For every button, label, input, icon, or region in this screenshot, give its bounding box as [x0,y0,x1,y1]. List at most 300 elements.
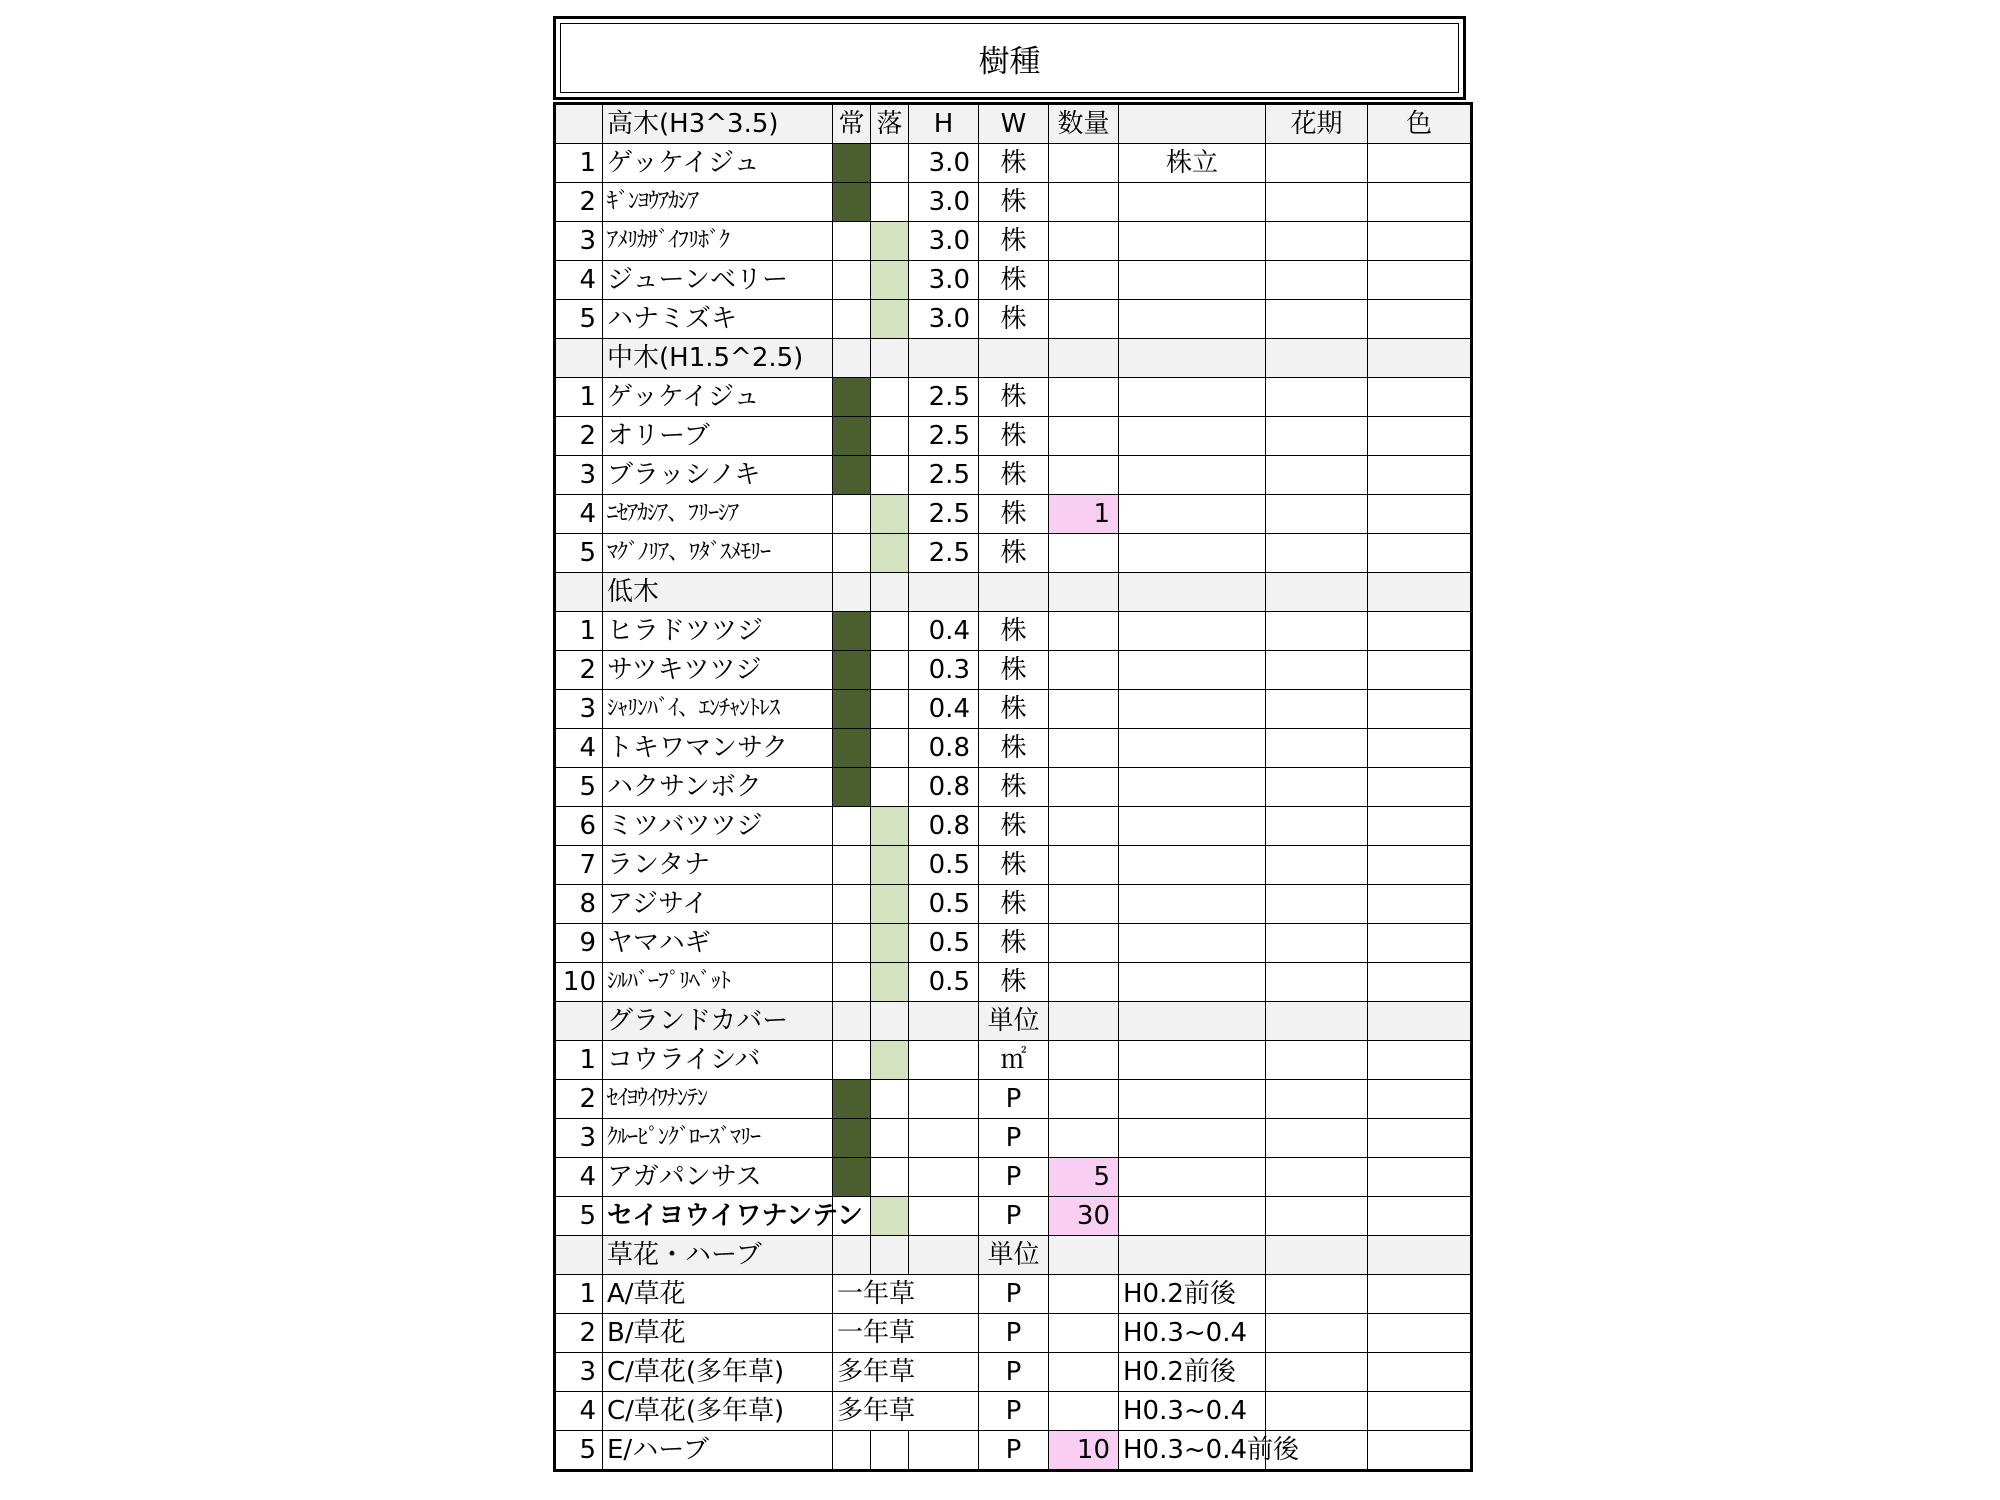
row-quantity [1049,300,1119,339]
row-color [1368,1353,1472,1392]
row-no: 5 [555,1197,603,1236]
row-color [1368,768,1472,807]
row-deciduous-marker [871,1041,909,1080]
row-height: 0.5 [909,963,979,1002]
row-name: B/草花 [603,1314,833,1353]
section-evergreen [833,1002,871,1041]
row-unit: P [979,1275,1049,1314]
section-unit: 単位 [979,1002,1049,1041]
row-evergreen-marker [833,417,871,456]
table-row [555,300,1472,339]
row-height: 2.5 [909,456,979,495]
row-height: 0.8 [909,768,979,807]
table-row [555,417,1472,456]
row-color [1368,183,1472,222]
table-row [555,807,1472,846]
row-deciduous-marker [871,378,909,417]
row-no: 1 [555,1041,603,1080]
section-deciduous [871,1236,909,1275]
row-evergreen-marker [833,1158,871,1197]
section-unit [979,339,1049,378]
row-quantity [1049,651,1119,690]
row-name: ｸﾙｰﾋﾟﾝｸﾞﾛｰｽﾞﾏﾘｰ [603,1119,833,1158]
row-bloom [1266,924,1368,963]
section-height [909,573,979,612]
row-unit: ㎡ [979,1041,1049,1080]
row-name: アガパンサス [603,1158,833,1197]
row-bloom [1266,261,1368,300]
section-no [555,573,603,612]
row-color [1368,690,1472,729]
section-name: 低木 [603,573,833,612]
table-row [555,885,1472,924]
row-evergreen-marker [833,183,871,222]
table-row [555,183,1472,222]
row-bloom [1266,417,1368,456]
row-bloom [1266,963,1368,1002]
row-note [1119,1197,1266,1236]
row-bloom [1266,144,1368,183]
row-no: 2 [555,417,603,456]
section-unit: 単位 [979,1236,1049,1275]
row-no: 5 [555,1431,603,1471]
row-quantity [1049,924,1119,963]
row-color [1368,1275,1472,1314]
row-no: 8 [555,885,603,924]
row-deciduous-marker [871,651,909,690]
row-evergreen-marker [833,144,871,183]
row-evergreen-marker [833,1041,871,1080]
row-bloom [1266,1314,1368,1353]
header-name: 高木(H3^3.5) [603,104,833,144]
row-unit: 株 [979,690,1049,729]
row-deciduous-marker [871,612,909,651]
row-color [1368,1431,1472,1471]
row-name: ハクサンボク [603,768,833,807]
row-no: 1 [555,612,603,651]
table-row [555,1275,1472,1314]
row-color [1368,378,1472,417]
row-note [1119,690,1266,729]
species-table [553,102,1473,1472]
row-quantity [1049,885,1119,924]
section-quantity [1049,1002,1119,1041]
row-unit: P [979,1431,1049,1471]
row-name: アジサイ [603,885,833,924]
row-no: 2 [555,1080,603,1119]
row-evergreen-marker [833,1431,871,1471]
row-color [1368,1119,1472,1158]
row-bloom [1266,378,1368,417]
row-quantity [1049,1314,1119,1353]
row-bloom [1266,807,1368,846]
row-deciduous-marker [871,768,909,807]
row-deciduous-marker [871,534,909,573]
row-height: 2.5 [909,417,979,456]
row-deciduous-marker [871,1119,909,1158]
header-quantity: 数量 [1049,104,1119,144]
row-name: ｾｲﾖｳｲﾜﾅﾝﾃﾝ [603,1080,833,1119]
row-evergreen-marker [833,222,871,261]
row-bloom [1266,534,1368,573]
row-no: 3 [555,456,603,495]
row-note [1119,456,1266,495]
row-evergreen-marker [833,807,871,846]
row-no: 3 [555,690,603,729]
row-unit: 株 [979,495,1049,534]
row-height: 0.3 [909,651,979,690]
row-quantity [1049,183,1119,222]
row-height: 0.4 [909,690,979,729]
row-color [1368,1080,1472,1119]
row-quantity [1049,261,1119,300]
row-note [1119,963,1266,1002]
row-kind: 多年草 [833,1392,979,1431]
row-bloom [1266,456,1368,495]
row-note [1119,885,1266,924]
row-evergreen-marker [833,1119,871,1158]
row-no: 4 [555,495,603,534]
row-no: 4 [555,1158,603,1197]
table-row [555,690,1472,729]
table-row [555,1431,1472,1471]
section-row [555,1236,1472,1275]
row-deciduous-marker [871,417,909,456]
row-deciduous-marker [871,807,909,846]
row-name: ｱﾒﾘｶｻﾞｲﾌﾘﾎﾞｸ [603,222,833,261]
row-unit: 株 [979,222,1049,261]
header-height: H [909,104,979,144]
table-row [555,1041,1472,1080]
row-deciduous-marker [871,729,909,768]
table-row [555,144,1472,183]
row-unit: 株 [979,183,1049,222]
row-quantity [1049,1392,1119,1431]
row-color [1368,924,1472,963]
row-unit: 株 [979,456,1049,495]
section-color [1368,1236,1472,1275]
row-note [1119,1119,1266,1158]
section-name: 草花・ハーブ [603,1236,833,1275]
row-evergreen-marker [833,924,871,963]
row-color [1368,1392,1472,1431]
row-name: ﾏｸﾞﾉﾘｱ、ﾜﾀﾞｽﾒﾓﾘｰ [603,534,833,573]
row-deciduous-marker [871,300,909,339]
row-color [1368,612,1472,651]
table-row [555,495,1472,534]
row-color [1368,1041,1472,1080]
row-evergreen-marker [833,651,871,690]
table-row [555,261,1472,300]
row-color [1368,300,1472,339]
row-name: ハナミズキ [603,300,833,339]
row-no: 3 [555,1119,603,1158]
row-height: 0.5 [909,924,979,963]
row-name: ｼｬﾘﾝﾊﾞｲ、ｴﾝﾁｬﾝﾄﾚｽ [603,690,833,729]
row-quantity [1049,1275,1119,1314]
row-unit: 株 [979,417,1049,456]
row-name: ゲッケイジュ [603,378,833,417]
table-row [555,651,1472,690]
row-bloom [1266,495,1368,534]
row-height [909,1158,979,1197]
row-quantity [1049,768,1119,807]
section-note [1119,339,1266,378]
row-height: 2.5 [909,495,979,534]
row-note [1119,222,1266,261]
row-deciduous-marker [871,144,909,183]
row-bloom [1266,1119,1368,1158]
row-unit: P [979,1392,1049,1431]
row-no: 4 [555,729,603,768]
row-height [909,1041,979,1080]
row-name: ランタナ [603,846,833,885]
section-quantity [1049,573,1119,612]
row-note [1119,846,1266,885]
row-color [1368,1197,1472,1236]
row-name: ｼﾙﾊﾞｰﾌﾟﾘﾍﾞｯﾄ [603,963,833,1002]
row-unit: 株 [979,768,1049,807]
row-bloom [1266,1275,1368,1314]
section-row [555,1002,1472,1041]
row-unit: P [979,1314,1049,1353]
row-evergreen-marker [833,456,871,495]
row-height: 3.0 [909,300,979,339]
row-no: 3 [555,1353,603,1392]
row-no: 5 [555,300,603,339]
section-height [909,1002,979,1041]
row-height: 2.5 [909,378,979,417]
row-note [1119,261,1266,300]
section-no [555,1236,603,1275]
row-bloom [1266,1041,1368,1080]
row-deciduous-marker [871,183,909,222]
row-name: ジューンベリー [603,261,833,300]
table-row [555,1080,1472,1119]
section-row [555,573,1472,612]
row-note [1119,300,1266,339]
row-evergreen-marker [833,300,871,339]
table-row [555,1197,1472,1236]
row-evergreen-marker [833,534,871,573]
row-no: 5 [555,534,603,573]
header-no [555,104,603,144]
row-unit: 株 [979,807,1049,846]
row-height: 0.8 [909,729,979,768]
section-deciduous [871,1002,909,1041]
row-quantity [1049,456,1119,495]
row-no: 1 [555,144,603,183]
row-deciduous-marker [871,846,909,885]
row-name: ヒラドツツジ [603,612,833,651]
section-name: 中木(H1.5^2.5) [603,339,833,378]
row-height: 3.0 [909,222,979,261]
table-row [555,768,1472,807]
row-evergreen-marker [833,378,871,417]
row-height: 0.4 [909,612,979,651]
section-no [555,339,603,378]
section-evergreen [833,573,871,612]
row-note [1119,924,1266,963]
row-name: ｷﾞﾝﾖｳｱｶｼｱ [603,183,833,222]
row-note [1119,1158,1266,1197]
row-name: A/草花 [603,1275,833,1314]
row-height [909,1197,979,1236]
row-bloom [1266,768,1368,807]
row-name: ﾆｾｱｶｼｱ、ﾌﾘｰｼｱ [603,495,833,534]
table-row [555,534,1472,573]
row-height [909,1080,979,1119]
row-deciduous-marker [871,1431,909,1471]
table-row [555,1119,1472,1158]
row-unit: 株 [979,612,1049,651]
row-height [909,1119,979,1158]
row-unit: 株 [979,261,1049,300]
row-quantity: 30 [1049,1197,1119,1236]
row-note [1119,651,1266,690]
section-color [1368,1002,1472,1041]
row-kind: 一年草 [833,1314,979,1353]
row-evergreen-marker [833,963,871,1002]
row-bloom [1266,885,1368,924]
row-height: 0.5 [909,885,979,924]
row-color [1368,807,1472,846]
row-quantity [1049,417,1119,456]
header-note [1119,104,1266,144]
row-note: H0.3~0.4 [1119,1392,1266,1431]
row-kind: 多年草 [833,1353,979,1392]
row-note [1119,1080,1266,1119]
row-no: 2 [555,651,603,690]
row-deciduous-marker [871,963,909,1002]
section-unit [979,573,1049,612]
row-kind: 一年草 [833,1275,979,1314]
row-bloom [1266,690,1368,729]
section-color [1368,573,1472,612]
row-evergreen-marker [833,495,871,534]
row-unit: P [979,1197,1049,1236]
row-unit: P [979,1119,1049,1158]
header-deciduous: 落 [871,104,909,144]
row-unit: 株 [979,378,1049,417]
row-note [1119,768,1266,807]
row-unit: P [979,1158,1049,1197]
section-color [1368,339,1472,378]
row-deciduous-marker [871,885,909,924]
row-unit: 株 [979,885,1049,924]
row-name: C/草花(多年草) [603,1353,833,1392]
row-color [1368,1314,1472,1353]
row-deciduous-marker [871,1158,909,1197]
row-note: H0.2前後 [1119,1353,1266,1392]
row-note [1119,183,1266,222]
row-note: H0.2前後 [1119,1275,1266,1314]
row-no: 4 [555,261,603,300]
row-bloom [1266,612,1368,651]
table-row [555,222,1472,261]
table-row [555,612,1472,651]
row-unit: 株 [979,300,1049,339]
row-quantity: 10 [1049,1431,1119,1471]
row-no: 1 [555,378,603,417]
row-no: 5 [555,768,603,807]
row-height: 2.5 [909,534,979,573]
row-evergreen-marker [833,846,871,885]
table-row [555,963,1472,1002]
row-color [1368,651,1472,690]
row-name: ゲッケイジュ [603,144,833,183]
row-color [1368,417,1472,456]
row-bloom [1266,846,1368,885]
row-quantity [1049,378,1119,417]
section-bloom [1266,573,1368,612]
row-no: 3 [555,222,603,261]
row-bloom [1266,1353,1368,1392]
row-evergreen-marker [833,729,871,768]
table-row [555,1158,1472,1197]
row-quantity [1049,612,1119,651]
row-note [1119,378,1266,417]
row-quantity: 5 [1049,1158,1119,1197]
sheet-title [553,16,1466,100]
row-evergreen-marker [833,1080,871,1119]
row-unit: 株 [979,846,1049,885]
row-color [1368,885,1472,924]
row-height: 3.0 [909,261,979,300]
row-no: 6 [555,807,603,846]
row-name: セイヨウイワナンテン [603,1197,833,1236]
row-deciduous-marker [871,495,909,534]
row-bloom [1266,1392,1368,1431]
row-quantity [1049,1353,1119,1392]
row-height: 3.0 [909,144,979,183]
row-bloom [1266,1080,1368,1119]
section-no [555,1002,603,1041]
row-color [1368,495,1472,534]
section-note [1119,1002,1266,1041]
row-bloom [1266,300,1368,339]
section-note [1119,1236,1266,1275]
table-row [555,456,1472,495]
row-name: サツキツツジ [603,651,833,690]
row-deciduous-marker [871,924,909,963]
row-no: 2 [555,183,603,222]
row-deciduous-marker [871,1080,909,1119]
section-quantity [1049,1236,1119,1275]
row-unit: P [979,1353,1049,1392]
row-no: 1 [555,1275,603,1314]
row-name: C/草花(多年草) [603,1392,833,1431]
row-color [1368,846,1472,885]
row-note [1119,534,1266,573]
row-note [1119,612,1266,651]
row-quantity [1049,144,1119,183]
row-quantity [1049,222,1119,261]
row-note [1119,729,1266,768]
row-evergreen-marker [833,768,871,807]
row-note: H0.3~0.4 [1119,1314,1266,1353]
row-deciduous-marker [871,456,909,495]
row-height: 3.0 [909,183,979,222]
row-quantity [1049,729,1119,768]
row-evergreen-marker [833,261,871,300]
header-width: W [979,104,1049,144]
row-height [909,1431,979,1471]
table-row [555,729,1472,768]
row-quantity [1049,807,1119,846]
row-quantity [1049,1119,1119,1158]
row-name: コウライシバ [603,1041,833,1080]
